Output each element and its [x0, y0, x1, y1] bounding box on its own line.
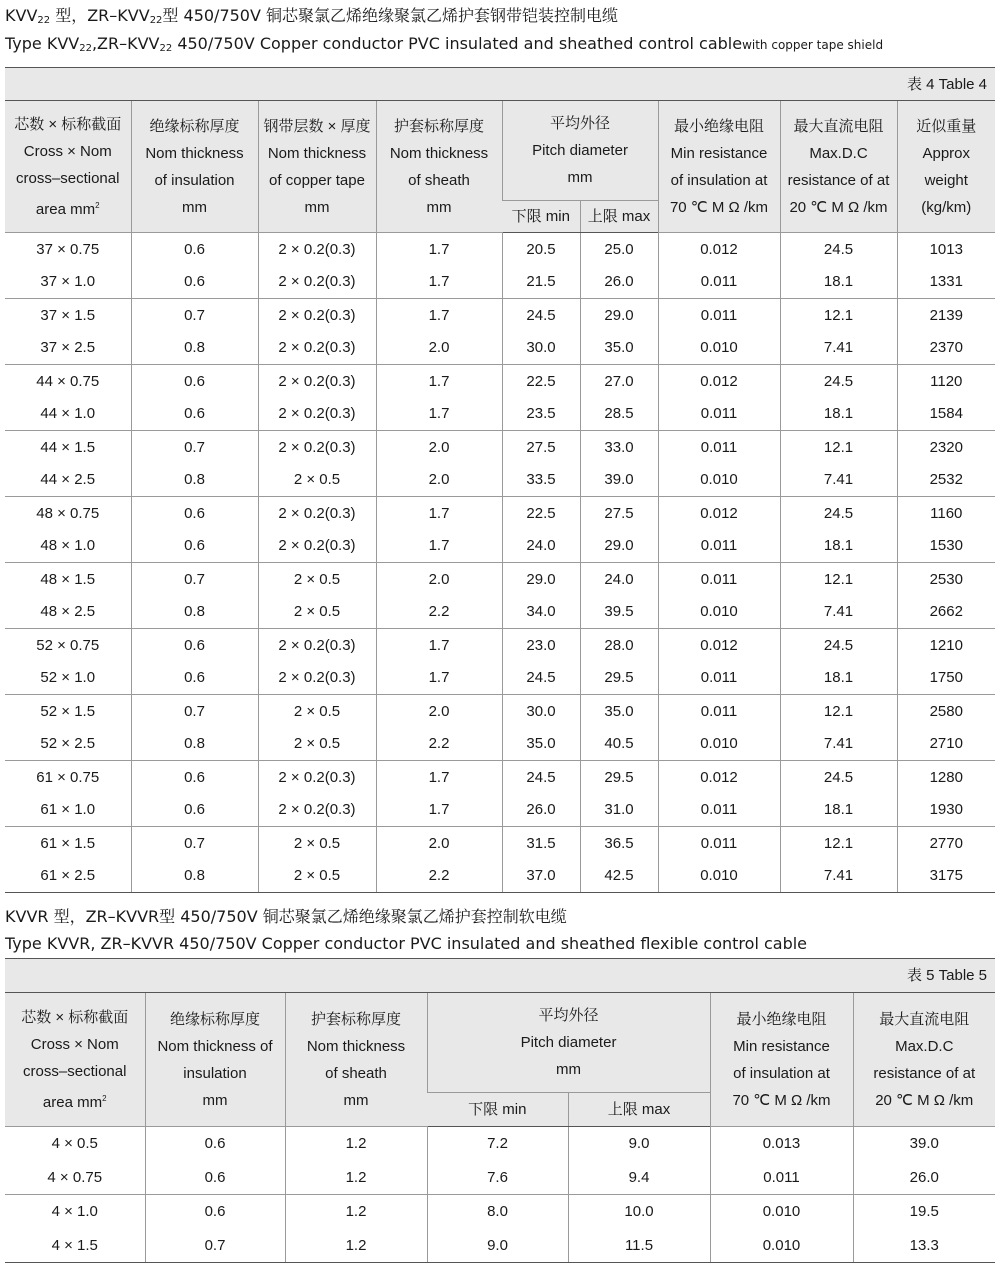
table-row — [5, 530, 995, 563]
col-min-resistance: 最小绝缘电阻 Min resistance of insulation at 70 ℃ M Ω /km — [658, 101, 780, 233]
table-cell: 39.0 — [853, 1127, 995, 1161]
table-cell: 2.0 — [376, 563, 502, 596]
table-cell: 18.1 — [780, 266, 897, 299]
table-cell: 30.0 — [502, 332, 580, 365]
table-cell: 35.0 — [580, 332, 658, 365]
table-row — [5, 266, 995, 299]
table-cell: 1160 — [897, 497, 995, 530]
table-cell: 1013 — [897, 233, 995, 266]
table-cell: 29.0 — [580, 530, 658, 563]
table-cell: 18.1 — [780, 662, 897, 695]
table-cell: 2 × 0.5 — [258, 695, 376, 728]
table-cell: 0.6 — [145, 1161, 285, 1195]
table5-title-cn: KVVR 型，ZR–KVVR型 450/750V 铜芯聚氯乙烯绝缘聚氯乙烯护套控制软电缆 — [5, 907, 567, 926]
table-cell: 24.5 — [780, 761, 897, 794]
table-cell: 7.41 — [780, 596, 897, 629]
table-cell: 2 × 0.5 — [258, 563, 376, 596]
table-cell: 39.0 — [580, 464, 658, 497]
table-cell: 1.7 — [376, 233, 502, 266]
table-cell: 37 × 1.0 — [5, 266, 131, 299]
table-cell: 2.2 — [376, 596, 502, 629]
table-cell: 0.7 — [131, 827, 258, 860]
table-cell: 0.6 — [145, 1127, 285, 1161]
col-weight: 近似重量 Approx weight (kg/km) — [897, 101, 995, 233]
table-cell: 0.7 — [131, 563, 258, 596]
table-cell: 2 × 0.2(0.3) — [258, 431, 376, 464]
table-cell: 18.1 — [780, 398, 897, 431]
table-cell: 1.2 — [285, 1229, 427, 1263]
col-cross-section: 芯数 × 标称截面 Cross × Nom cross–sectional area $mm^2$ — [5, 101, 131, 233]
table-cell: 9.0 — [568, 1127, 710, 1161]
col-insulation: 绝缘标称厚度 Nom thickness of insulation mm — [145, 993, 285, 1127]
table-cell: 20.5 — [502, 233, 580, 266]
table-cell: 2532 — [897, 464, 995, 497]
table-row — [5, 1229, 995, 1263]
table-cell: 0.011 — [710, 1161, 853, 1195]
table-cell: 0.6 — [131, 233, 258, 266]
table-row — [5, 827, 995, 860]
table4-caption: 表 4 Table 4 — [5, 68, 995, 101]
table-cell: 10.0 — [568, 1195, 710, 1229]
table-cell: 0.011 — [658, 794, 780, 827]
col-diameter-upper: 上限 max — [580, 201, 658, 233]
table-cell: 61 × 2.5 — [5, 860, 131, 893]
col-min-resistance: 最小绝缘电阻 Min resistance of insulation at 70 ℃ M Ω /km — [710, 993, 853, 1127]
table-cell: 48 × 2.5 — [5, 596, 131, 629]
table-cell: 0.6 — [131, 662, 258, 695]
table-cell: 52 × 1.0 — [5, 662, 131, 695]
table-row — [5, 497, 995, 530]
table-cell: 4 × 0.5 — [51, 1135, 98, 1153]
table-cell: 31.0 — [580, 794, 658, 827]
table5-title-en: Type KVVR, ZR–KVVR 450/750V Copper conductor PVC insulated and sheathed flexible control cable — [5, 934, 808, 953]
table-cell: 29.0 — [502, 563, 580, 596]
col-cross-section: 芯数 × 标称截面 Cross × Nom cross–sectional area $mm^2$ — [5, 993, 145, 1127]
table-cell: 0.010 — [658, 860, 780, 893]
table-cell: 37.0 — [502, 860, 580, 893]
table-cell: 0.010 — [710, 1229, 853, 1263]
table-row — [5, 629, 995, 662]
table-cell: 2.0 — [376, 431, 502, 464]
table-cell: 21.5 — [502, 266, 580, 299]
table-cell: 0.011 — [658, 695, 780, 728]
col-sheath: 护套标称厚度 Nom thickness of sheath mm — [376, 101, 502, 233]
table-cell: 4 × 1.0 — [51, 1203, 98, 1221]
table-cell: 37 × 0.75 — [36, 240, 100, 258]
table-cell: 2370 — [897, 332, 995, 365]
table-cell: 24.5 — [780, 233, 897, 266]
table-cell: 2 × 0.5 — [258, 596, 376, 629]
table-cell: 0.011 — [658, 266, 780, 299]
col-max-dc-resistance: 最大直流电阻 Max.D.C resistance of at 20 ℃ M Ω /km — [853, 993, 995, 1127]
table-cell: 7.41 — [780, 728, 897, 761]
col-insulation: 绝缘标称厚度 Nom thickness of insulation mm — [131, 101, 258, 233]
table-cell: 0.010 — [658, 728, 780, 761]
table-cell: 0.012 — [658, 761, 780, 794]
table-cell: 1.2 — [285, 1161, 427, 1195]
table-cell: 1280 — [897, 761, 995, 794]
table-cell: 2.0 — [376, 332, 502, 365]
table-cell: 37 × 1.5 — [40, 306, 96, 324]
table-cell: 1930 — [897, 794, 995, 827]
table-cell: 61 × 1.0 — [5, 794, 131, 827]
table-cell: 1.7 — [376, 398, 502, 431]
table-cell: 0.012 — [658, 497, 780, 530]
table-row — [5, 332, 995, 365]
table-cell: 1.7 — [376, 299, 502, 332]
table-cell: 2 × 0.5 — [258, 827, 376, 860]
table-cell: 24.5 — [780, 365, 897, 398]
col-copper-tape: 钢带层数 × 厚度 Nom thickness of copper tape mm — [258, 101, 376, 233]
table-cell: 7.41 — [780, 860, 897, 893]
table-cell: 61 × 1.5 — [40, 834, 96, 852]
table-cell: 0.012 — [658, 233, 780, 266]
table-row — [5, 233, 995, 266]
table-row — [5, 464, 995, 497]
table-cell: 12.1 — [780, 431, 897, 464]
table-cell: 0.6 — [131, 398, 258, 431]
table-cell: 30.0 — [502, 695, 580, 728]
table-cell: 1.7 — [376, 266, 502, 299]
table-row — [5, 728, 995, 761]
col-diameter-upper: 上限 max — [568, 1093, 710, 1127]
table-cell: 0.011 — [658, 662, 780, 695]
table-cell: 2 × 0.2(0.3) — [258, 761, 376, 794]
table-cell: 0.8 — [131, 332, 258, 365]
table-cell: 0.8 — [131, 464, 258, 497]
table-cell: 2.0 — [376, 464, 502, 497]
table-cell: 0.7 — [145, 1229, 285, 1263]
col-pitch-diameter: 平均外径 Pitch diameter mm — [427, 993, 710, 1093]
table-cell: 2320 — [897, 431, 995, 464]
table-cell: 35.0 — [580, 695, 658, 728]
table-cell: 34.0 — [502, 596, 580, 629]
table-cell: 2710 — [897, 728, 995, 761]
table-cell: 27.0 — [580, 365, 658, 398]
table-cell: 1120 — [897, 365, 995, 398]
table-cell: 2 × 0.2(0.3) — [258, 662, 376, 695]
table-cell: 2 × 0.2(0.3) — [258, 365, 376, 398]
table-row — [5, 596, 995, 629]
table-cell: 2 × 0.5 — [258, 728, 376, 761]
table-cell: 4 × 1.5 — [5, 1229, 145, 1263]
table-cell: 40.5 — [580, 728, 658, 761]
table-row — [5, 563, 995, 596]
table-cell: 2 × 0.2(0.3) — [258, 530, 376, 563]
table-cell: 42.5 — [580, 860, 658, 893]
table-cell: 44 × 1.5 — [40, 438, 96, 456]
table5-caption: 表 5 Table 5 — [5, 959, 995, 993]
table-cell: 39.5 — [580, 596, 658, 629]
table-cell: 0.6 — [131, 365, 258, 398]
table-cell: 11.5 — [568, 1229, 710, 1263]
table-cell: 31.5 — [502, 827, 580, 860]
table-cell: 7.41 — [780, 332, 897, 365]
table-cell: 48 × 1.0 — [5, 530, 131, 563]
table-cell: 2662 — [897, 596, 995, 629]
table-cell: 24.5 — [502, 299, 580, 332]
table-cell: 0.6 — [131, 761, 258, 794]
table-cell: 7.41 — [780, 464, 897, 497]
table-row — [5, 1195, 995, 1229]
table-cell: 0.011 — [658, 827, 780, 860]
table4-title-cn: $KVV_{22}$ 型，$ZR-KVV_{22}$型 450/750V 铜芯聚氯乙烯绝缘聚氯乙烯护套钢带铠装控制电缆 — [5, 6, 619, 26]
table-row — [5, 365, 995, 398]
table-cell: 12.1 — [780, 827, 897, 860]
table-cell: 52 × 1.5 — [40, 702, 96, 720]
table-cell: 0.7 — [131, 299, 258, 332]
table-cell: 2.2 — [376, 728, 502, 761]
table-cell: 0.012 — [658, 365, 780, 398]
table-cell: 18.1 — [780, 530, 897, 563]
table-cell: 26.0 — [580, 266, 658, 299]
table-cell: 2 × 0.2(0.3) — [258, 497, 376, 530]
table-cell: 23.0 — [502, 629, 580, 662]
table-cell: 0.6 — [131, 266, 258, 299]
table-cell: 23.5 — [502, 398, 580, 431]
table-cell: 1530 — [897, 530, 995, 563]
table-cell: 0.6 — [131, 530, 258, 563]
table-cell: 0.010 — [658, 332, 780, 365]
table-cell: 2 × 0.2(0.3) — [258, 299, 376, 332]
table-row — [5, 662, 995, 695]
table-cell: 1.2 — [285, 1195, 427, 1229]
table-cell: 2 × 0.2(0.3) — [258, 794, 376, 827]
table-cell: 0.6 — [131, 629, 258, 662]
table-cell: 24.5 — [780, 497, 897, 530]
table-cell: 2580 — [897, 695, 995, 728]
table5 — [5, 958, 995, 1263]
col-pitch-diameter: 平均外径 Pitch diameter mm — [502, 101, 658, 201]
table-cell: 27.5 — [502, 431, 580, 464]
table-cell: 12.1 — [780, 299, 897, 332]
table-cell: 9.4 — [568, 1161, 710, 1195]
table-cell: 1.2 — [285, 1127, 427, 1161]
table-cell: 0.8 — [131, 596, 258, 629]
col-diameter-lower: 下限 min — [427, 1093, 568, 1127]
table-cell: 24.5 — [780, 629, 897, 662]
table-row — [5, 299, 995, 332]
table-cell: 27.5 — [580, 497, 658, 530]
table-row — [5, 860, 995, 893]
table-cell: 9.0 — [427, 1229, 568, 1263]
table-cell: 24.0 — [580, 563, 658, 596]
table-cell: 28.0 — [580, 629, 658, 662]
table-cell: 2770 — [897, 827, 995, 860]
table-cell: 29.5 — [580, 761, 658, 794]
table-cell: 2530 — [897, 563, 995, 596]
table-row — [5, 794, 995, 827]
table-cell: 61 × 0.75 — [36, 768, 100, 786]
table-cell: 0.8 — [131, 860, 258, 893]
table-cell: 0.6 — [145, 1195, 285, 1229]
col-max-dc-resistance: 最大直流电阻 Max.D.C resistance of at 20 ℃ M Ω /km — [780, 101, 897, 233]
table-cell: 52 × 2.5 — [5, 728, 131, 761]
table-cell: 35.0 — [502, 728, 580, 761]
table-cell: 2 × 0.5 — [258, 464, 376, 497]
table-row — [5, 695, 995, 728]
table-cell: 0.010 — [710, 1195, 853, 1229]
table-cell: 44 × 2.5 — [5, 464, 131, 497]
table-cell: 1.7 — [376, 662, 502, 695]
table-cell: 2.2 — [376, 860, 502, 893]
table-cell: 13.3 — [853, 1229, 995, 1263]
table-cell: 19.5 — [853, 1195, 995, 1229]
table-cell: 2 × 0.5 — [258, 860, 376, 893]
table-cell: 2 × 0.2(0.3) — [258, 233, 376, 266]
table-cell: 36.5 — [580, 827, 658, 860]
table-cell: 22.5 — [502, 497, 580, 530]
table-cell: 1.7 — [376, 365, 502, 398]
table-cell: 26.0 — [502, 794, 580, 827]
table-cell: 0.013 — [710, 1127, 853, 1161]
table-cell: 2 × 0.2(0.3) — [258, 332, 376, 365]
table-cell: 1750 — [897, 662, 995, 695]
table-cell: 28.5 — [580, 398, 658, 431]
table-cell: 0.011 — [658, 563, 780, 596]
table-cell: 0.010 — [658, 596, 780, 629]
table-cell: 37 × 2.5 — [5, 332, 131, 365]
table-cell: 25.0 — [580, 233, 658, 266]
table-cell: 24.0 — [502, 530, 580, 563]
table-cell: 4 × 0.75 — [5, 1161, 145, 1195]
table-cell: 0.7 — [131, 431, 258, 464]
table-cell: 0.011 — [658, 431, 780, 464]
col-diameter-lower: 下限 min — [502, 201, 580, 233]
table-cell: 2.0 — [376, 695, 502, 728]
table-cell: 44 × 1.0 — [5, 398, 131, 431]
table-cell: 12.1 — [780, 563, 897, 596]
table-cell: 1.7 — [376, 794, 502, 827]
table-cell: 2.0 — [376, 827, 502, 860]
table-cell: 29.5 — [580, 662, 658, 695]
table-cell: 33.5 — [502, 464, 580, 497]
table-cell: 48 × 1.5 — [40, 570, 96, 588]
table-cell: 18.1 — [780, 794, 897, 827]
table-cell: 24.5 — [502, 662, 580, 695]
table-cell: 24.5 — [502, 761, 580, 794]
table-cell: 22.5 — [502, 365, 580, 398]
table-cell: 1.7 — [376, 629, 502, 662]
table-cell: 1.7 — [376, 761, 502, 794]
table-cell: 33.0 — [580, 431, 658, 464]
table-cell: 1210 — [897, 629, 995, 662]
table-cell: 0.6 — [131, 497, 258, 530]
table-cell: 48 × 0.75 — [36, 504, 100, 522]
table-row — [5, 398, 995, 431]
table-row — [5, 431, 995, 464]
table-cell: 0.6 — [131, 794, 258, 827]
table4 — [5, 67, 995, 893]
col-sheath: 护套标称厚度 Nom thickness of sheath mm — [285, 993, 427, 1127]
table-row — [5, 1127, 995, 1161]
table-cell: 44 × 0.75 — [36, 372, 100, 390]
table-cell: 29.0 — [580, 299, 658, 332]
table-cell: 8.0 — [427, 1195, 568, 1229]
table-cell: 3175 — [897, 860, 995, 893]
table-cell: 1584 — [897, 398, 995, 431]
table-cell: 1.7 — [376, 530, 502, 563]
table-cell: 2 × 0.2(0.3) — [258, 266, 376, 299]
table-cell: 0.010 — [658, 464, 780, 497]
table4-title-en: Type $KVV_{22},ZR-KVV_{22}$ 450/750V Copper conductor PVC insulated and sheathed control cablewith copper tape shield — [5, 34, 884, 54]
table-cell: 12.1 — [780, 695, 897, 728]
table-cell: 7.6 — [427, 1161, 568, 1195]
table-row — [5, 761, 995, 794]
table-cell: 1.7 — [376, 497, 502, 530]
table-cell: 0.7 — [131, 695, 258, 728]
table-row — [5, 1161, 995, 1195]
table-cell: 0.011 — [658, 299, 780, 332]
table-cell: 0.8 — [131, 728, 258, 761]
table-cell: 0.012 — [658, 629, 780, 662]
table-cell: 1331 — [897, 266, 995, 299]
table-cell: 0.011 — [658, 530, 780, 563]
table-cell: 2 × 0.2(0.3) — [258, 398, 376, 431]
table-cell: 52 × 0.75 — [36, 636, 100, 654]
table-cell: 0.011 — [658, 398, 780, 431]
table-cell: 7.2 — [427, 1127, 568, 1161]
table-cell: 2139 — [897, 299, 995, 332]
table-cell: 2 × 0.2(0.3) — [258, 629, 376, 662]
table-cell: 26.0 — [853, 1161, 995, 1195]
